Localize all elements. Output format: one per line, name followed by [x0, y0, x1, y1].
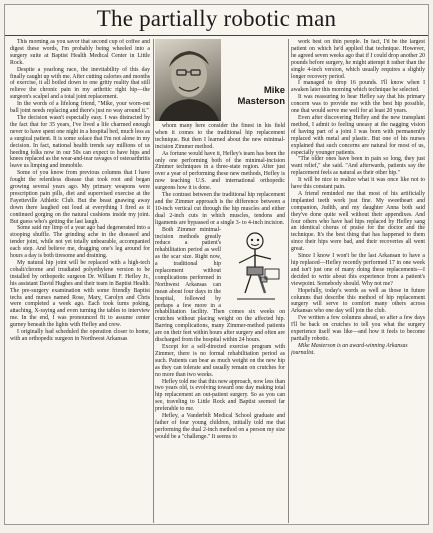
paragraph: It was reassuring to hear Hefley say that his primary concern was to provide me with the best hip possible, one that would serve me well for at least 20 years. [291, 94, 425, 115]
paragraph: Despite a yearlong race, the inevitability of this day finally caught up with me. After cutting calories and months of exercise, it all boiled down to one gritty reality that still relieve the chronic pain in my arthritic right hip—the surgeon's scalpel and a total joint replacement. [10, 66, 150, 101]
paragraph: Some of you know from previous columns that I have fought the relentless disease that took root and began growing several years ago. My primary weapons were prescription pain pills, diet and supervised exercise at the Fayetteville Athletic Club. But the beast gnawing away down there laughed out loud at everything I fired as it continued gorging on the natural cushions inside my joint. But guess who's getting the last laugh. [10, 170, 150, 225]
byline [225, 39, 285, 107]
paragraph: whom many here consider the finest in his field when it comes to the traditional hip replacement technique. But then I learned about the new minimal-incision Zimmer method. [155, 123, 285, 150]
paragraph: I originally had scheduled the operation closer to home, with an orthopedic surgeon in Northwest Arkansas [10, 329, 150, 342]
newspaper-clipping [4, 4, 429, 525]
paragraph: Hefley told me that this new approach, now less than two years old, is evolving toward one day making total hip replacement an out-patient surgery. So as you can see, traveling to Little Rock and Baptist seemed far preferable to me. [155, 378, 285, 413]
paragraph: Even after discovering Hefley and the new transplant method, I admit to feeling uneasy at the nagging vision of having part of a joint I was born with permanently replaced with metal and plastic. But one of his nurses explained that such concerns are natural for most of us, especially younger patients. [291, 114, 425, 156]
paragraph: "The older ones have been in pain so long, they just want relief," she said. "And afterwards, patients say the replacement feels as natural as their other hip." [291, 156, 425, 177]
column-3 [291, 39, 425, 523]
author-signature: Mike Masterson is an award-winning Arkansas journalist. [291, 342, 408, 356]
author-face-icon [155, 39, 221, 121]
paragraph: Except for a self-directed exercise program with Zimmer, there is no formal rehabilitation period as such. Patients can bear as much weight on the new hip as they can tolerate and usually remain on crutches for no more than two weeks. [155, 344, 285, 378]
paragraph: In the words of a lifelong friend, "Mike, your worn-out ball joint needs replacing and there's just no way around it." [10, 101, 150, 115]
column-2 [155, 39, 289, 523]
paragraph: The decision wasn't especially easy. I was distracted by the fact that for 35 years, I've lived a life charmed enough never to have spent one night in a hospital bed, much less as a surgical patient. It is some solace that I'm not alone in my decision. In fact, national health trends say millions of us heeding folks now in our 50s can expect to have hips and knees replaced as the wear-and-tear ravages of osteoarthritis leave us limping and immobile. [10, 114, 150, 170]
robot-hip-illustration [225, 229, 285, 303]
paragraph: My natural hip joint will be replaced with a high-tech cobalt/chrome and irradiated polyethylene version to be installed by orthopedic surgeon Dr. William F. Hefley Jr., his assistant David Hughes and their team in Baptist Health. The pre-surgery examination with some friendly Baptist techs and nurses named Rose, Mary, Carolyn and Chris were completed a week ago. Each took turns poking, attaching, X-raying and even turning the tables to interview me. In the end, I was pronounced fit to assume center gurney beneath the lights with Hefley and crew. [10, 260, 150, 329]
paragraph: A friend reminded me that most of his artificially implanted teeth work just fine. My sweetheart and companion, Judith, and my daughter Anna both said they've done quite well without their appendixes. And four others who have had hips replaced by Hefley sang an identical chorus of praise for the doctor and the technique. It's the best thing that has happened to them since their hips were bad, and their recoveries all went great. [291, 190, 425, 253]
paragraph: This morning as you savor that second cup of coffee and digest these words, I'm probably being wheeled into a surgery suite at Baptist Health Medical Center in Little Rock. [10, 39, 150, 66]
paragraph: Hefley, a Vanderbilt Medical School graduate and father of four young children, initially told me that performing the dual 2-inch method on a person my size would be a "challenge." It seems to [155, 413, 285, 440]
paragraph: I've written a few columns ahead, so after a few days I'll be back on crutches to tell you what the surgery experience itself was like—and how it feels to become partially robotic. [291, 315, 425, 342]
column-1 [10, 39, 154, 523]
headline: The partially robotic man [5, 5, 428, 36]
paragraph: I managed to drop 16 pounds. I'll know when I awaken later this morning which technique he selected. [291, 80, 425, 94]
paragraph: Both Zimmer minimal-incision methods greatly reduce a patient's rehabilitation period as well as the scar size. Right now, a traditional hip replacement without complications performed in Northwest Arkansas can mean about four days in the hospital, followed by perhaps a few more in a rehabilitation facility. Then comes six weeks on crutches without placing weight on the affected hip. Barring complications, many Zimmer-method patients are on their feet within hours after surgery and often are discharged from the hospital within 24 hours. [155, 226, 285, 344]
robot-icon [225, 229, 285, 303]
paragraph: The contrast between the traditional hip replacement and the Zimmer approach is the difference between a 10-inch vertical cut through the hip muscles and either dual 2-inch cuts in which muscles, tendons and ligaments are bypassed or a single 3- to 4-inch incision. [155, 192, 285, 226]
byline-first: Mike [263, 85, 285, 96]
paragraph: Since I know I won't be the last Arkansan to have a hip replaced—Hefley recently performed 17 in one week and isn't just one of many doing these replacements—I decided to write about this experience from a patient's viewpoint. Somebody should. Why not me? [291, 253, 425, 287]
paragraph: Hopefully, today's words as well as those in future columns that describe this method of hip replacement surgery will serve to comfort many others across Arkansas who one day will join the club. [291, 287, 425, 315]
paragraph: It will be nice to realize what it was once like not to have this constant pain. [291, 177, 425, 191]
byline-last: Masterson [237, 96, 285, 107]
author-photo [155, 39, 221, 121]
paragraph: work best on thin people. In fact, I'd be the largest patient on which he'd applied that technique. However, he agreed seven weeks ago that if I could drop another 20 pounds before surgery, he might attempt it rather than the single 4-inch version, which usually requires a slightly longer recovery period. [291, 39, 425, 80]
paragraph: Some said my limp of a year ago had degenerated into a stooping shuffle. The grinding ache in the diseased and tender joint, while not yet totally unbearable, accompanied each step. And believe me, dragging one's leg around for hours a day is both tiresome and draining. [10, 225, 150, 260]
paragraph: As fortune would have it, Hefley's team has been the only one performing both of the minimal-incision Zimmer techniques in a three-state region. After just over a year of performing these new methods, Hefley is now teaching U.S. and international orthopedic surgeons how it is done. [155, 150, 285, 192]
